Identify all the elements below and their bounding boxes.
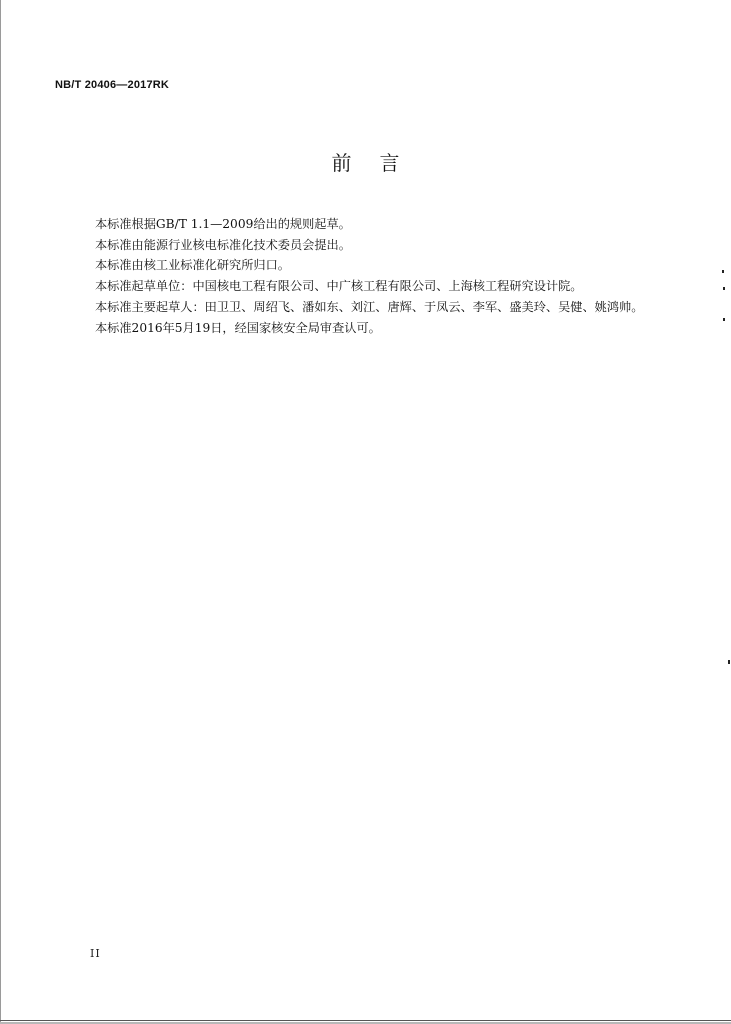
scan-speck (723, 287, 725, 290)
scan-speck (722, 270, 724, 273)
page-bottom-edge (0, 1020, 731, 1021)
scan-speck (728, 660, 730, 664)
paragraph-drafting-rules: 本标准根据GB/T 1.1—2009给出的规则起草。 (95, 217, 351, 231)
paragraph-proposer: 本标准由能源行业核电标准化技术委员会提出。 (95, 237, 351, 252)
body-text (62, 214, 662, 338)
page-number: II (90, 947, 101, 960)
paragraph-administrator: 本标准由核工业标准化研究所归口。 (95, 258, 290, 273)
paragraph-drafters: 本标准主要起草人：田卫卫、周绍飞、潘如东、刘江、唐辉、于凤云、李军、盛美玲、吴健、姚鸿帅。 (95, 299, 644, 314)
standard-code-header: NB/T 20406—2017RK (55, 79, 170, 91)
scan-speck (723, 318, 725, 321)
paragraph-approval: 本标准2016年5月19日，经国家核安全局审查认可。 (95, 320, 381, 335)
page-title: 前言 (331, 151, 428, 175)
paragraph-drafting-units: 本标准起草单位：中国核电工程有限公司、中广核工程有限公司、上海核工程研究设计院。 (95, 279, 583, 294)
